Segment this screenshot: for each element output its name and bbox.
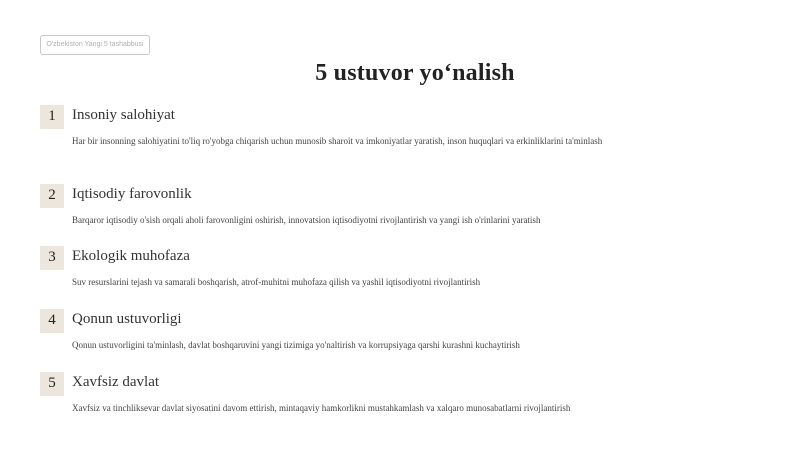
item-title: Xavfsiz davlat <box>72 374 160 390</box>
top-button[interactable]: O'zbekiston Yangi 5 tashabbusi <box>40 35 150 55</box>
item-title: Qonun ustuvorligi <box>72 311 182 327</box>
item-title: Iqtisodiy farovonlik <box>72 186 192 202</box>
page-title: 5 ustuvor yo‘nalish <box>315 60 515 86</box>
number-badge: 3 <box>40 246 64 270</box>
item-description: Suv resurslarini tejash va samarali boshqarish, atrof-muhitni muhofaza qilish va yashil iqtisodiyotni rivojlantirish <box>72 277 481 287</box>
item-description: Har bir insonning salohiyatini to'liq ro'yobga chiqarish uchun munosib sharoit va imkoniyatlar yaratish, inson huquqlari va erkinliklarini ta'minlash <box>72 136 603 146</box>
item-description: Barqaror iqtisodiy o'sish orqali aholi farovonligini oshirish, innovatsion iqtisodiyotni rivojlantirish va yangi ish o'rinlarini yaratish <box>72 215 541 225</box>
number-badge: 5 <box>40 372 64 396</box>
item-description: Qonun ustuvorligini ta'minlash, davlat boshqaruvini yangi tizimiga yo'naltirish va korrupsiyaga qarshi kurashni kuchaytirish <box>72 340 520 350</box>
item-title: Insoniy salohiyat <box>72 107 175 123</box>
item-title: Ekologik muhofaza <box>72 248 190 264</box>
number-badge: 4 <box>40 309 64 333</box>
number-badge: 2 <box>40 184 64 208</box>
number-badge: 1 <box>40 105 64 129</box>
item-description: Xavfsiz va tinchliksevar davlat siyosatini davom ettirish, mintaqaviy hamkorlikni mustahkamlash va xalqaro munosabatlarni rivojlantirish <box>72 403 571 413</box>
